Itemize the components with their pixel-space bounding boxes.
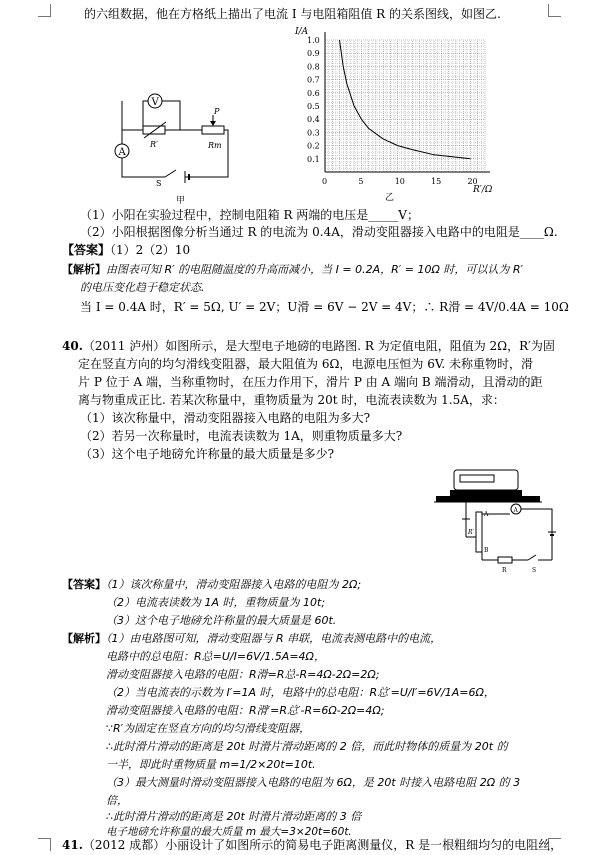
q40-stem-l4: 离与物重成正比. 若某次称量中，重物质量为 20t 时，电流表读数为 1.5A，求： [78,393,505,407]
q39-analysis [62,262,523,277]
q41-stem-text: 小丽设计了如图所示的简易电子距离测量仪，R 是一根粗细均匀的电阻丝， [165,838,563,852]
q40-answer-l3: （3）这个电子地磅允许称量的最大质量是 60t. [106,614,337,627]
graph-y-axis-label: I/A [295,27,309,37]
q40-analysis-line: 滑动变阻器接入电路的电阻：R滑=R总-R=4Ω-2Ω=2Ω; [106,668,380,681]
answer-tag: 【答案】 [62,243,111,257]
x-tick-label: 20 [467,177,478,186]
q40-answer-text-l1: （1）该次称量中，滑动变阻器接入电路的电阻为 2Ω; [106,578,362,591]
label-a: A [484,511,489,518]
q40-analysis-line: （3）最大测量时滑动变阻器接入电路的电阻为 6Ω，是 20t 时接入电路电阻 2Ω 的 3 [106,776,521,789]
q41-source: （2012 成都） [82,838,166,852]
q40-stem-l1 [62,339,555,354]
q40-answer-tag: 【答案】 [62,578,106,591]
q40-analysis-l0 [62,631,441,646]
y-tick-label: 0.4 [307,115,320,125]
r-prime-label: R′ [150,140,158,149]
q40-analysis-line: 一半，即此时重物质量 m=1/2×20t=10t. [106,758,316,771]
rm-label: Rm [208,141,222,150]
y-tick-label: 0.2 [307,141,320,151]
q40-sub1: （1）该次称量中，滑动变阻器接入电路的电阻为多大? [80,411,371,425]
label-r-prime: R′ [468,529,474,536]
corner-mark-top-right [548,4,561,17]
q40-sub2: （2）若另一次称量时，电流表读数为 1A，则重物质量多大? [80,429,403,443]
weighbridge-ammeter-label: A [513,507,518,514]
q39-sub2: （2）小阳根据图像分析当通过 R 的电流为 0.4A，滑动变阻器接入电路中的电阻是____Ω. [80,225,558,239]
rm-rheostat [202,126,224,134]
x-tick-label: 10 [394,177,405,186]
y-tick-label: 0.9 [307,49,320,59]
q39-answer [62,243,190,258]
q40-analysis-line: 滑动变阻器接入电路的电阻：R滑′=R总′-R=6Ω-2Ω=4Ω; [106,704,385,717]
corner-mark-top-left [38,4,51,17]
q40-analysis-line: （1）由电路图可知，滑动变阻器与 R 串联，电流表测电路中的电流， [106,632,442,645]
ammeter-label: A [118,147,126,158]
label-b: B [484,547,489,554]
q40-analysis-line: 倍， [106,794,128,807]
analysis-tag: 【解析】 [62,263,106,276]
q40-analysis-line: ∴此时滑片滑动的距离是 20t 时滑片滑动距离的 3 倍 [106,810,362,823]
figure-caption-jia: 甲 [176,196,186,205]
q40-analysis-line: 电路中的总电阻：R总=U/I=6V/1.5A=4Ω， [106,650,325,663]
y-tick-label: 0.7 [307,75,320,85]
q41-number: 41. [62,838,83,852]
q40-answer-l1 [62,577,361,592]
q40-answer-l2: （2）电流表读数为 1A 时，重物质量为 10t; [106,596,326,609]
corner-mark-bottom-left [38,838,51,851]
weighbridge-diagram [432,462,582,577]
q39-analysis-l1: 由图表可知 R′ 的电阻随温度的升高而减小，当 I = 0.2A，R′ = 10Ω 时，可以认为 R′ [106,263,523,276]
figure-caption-yi: 乙 [385,193,395,202]
q40-number: 40. [62,339,83,353]
circuit-diagram-jia [110,85,260,205]
q40-source: （2011 泸州） [82,339,166,353]
y-tick-label: 0.6 [307,88,320,98]
y-tick-label: 0.3 [307,128,320,138]
q40-stem-l2: 定在竖直方向的均匀滑线变阻器，最大阻值为 6Ω，电源电压恒为 6V. 未称重物时，滑 [78,357,534,371]
q41-stem [62,838,562,853]
x-tick-label: 5 [358,177,364,186]
q40-analysis-line: ∴此时滑片滑动的距离是 20t 时滑片滑动距离的 2 倍，而此时物体的质量为 20t 的 [106,740,508,753]
label-r: R [502,567,507,574]
q40-analysis-line: 电子地磅允许称量的最大质量 m 最大=3×20t=60t. [106,826,352,838]
switch-label: S [156,179,162,188]
graph-grid [325,32,490,172]
voltmeter-label: V [151,97,159,108]
q40-stem-l3: 片 P 位于 A 端，当称重物时，在压力作用下，滑片 P 由 A 端向 B 端滑动，且滑动的距 [78,375,543,389]
y-tick-label: 0.1 [307,154,320,164]
x-tick-label: 15 [431,177,442,186]
q40-analysis-line: （2）当电流表的示数为 I′=1A 时，电路中的总电阻：R总′=U/I′=6V/1A=6Ω， [106,686,495,699]
q40-stem-text-l1: 如图所示，是大型电子地磅的电路图. R 为定值电阻，阻值为 2Ω，R′为固 [165,339,555,353]
q40-analysis-tag: 【解析】 [62,632,106,645]
q39-analysis-l2: 的电压变化趋于稳定状态. [80,281,205,294]
graph-x-ticks [322,177,478,186]
q39-analysis-l3: 当 I = 0.4A 时，R′ = 5Ω, U′ = 2V；U滑 = 6V − 2V = 4V；∴ R滑 = 4V/0.4A = 10Ω [80,300,569,314]
q39-answer-text: （1）2（2）10 [110,243,191,257]
y-tick-label: 0.8 [307,62,320,72]
q40-sub3: （3）这个电子地磅允许称量的最大质量是多少? [80,447,335,461]
q40-analysis-line: ∵R′为固定在竖直方向的均匀滑线变阻器， [106,722,311,735]
y-tick-label: 1.0 [307,36,320,45]
graph-x-axis-label: R′/Ω [473,185,493,195]
p-label: P [214,107,220,116]
graph-yi [290,22,500,202]
label-s: S [532,567,537,574]
x-tick-label: 0 [322,177,328,186]
q39-sub1: （1）小阳在实验过程中，控制电阻箱 R 两端的电压是_____V； [80,208,419,222]
continuation-text: 的六组数据，他在方格纸上描出了电流 I 与电阻箱阻值 R 的关系图线，如图乙. [84,7,501,21]
graph-y-ticks [307,36,320,164]
y-tick-label: 0.5 [307,102,320,111]
r-prime-resistor [143,126,165,134]
